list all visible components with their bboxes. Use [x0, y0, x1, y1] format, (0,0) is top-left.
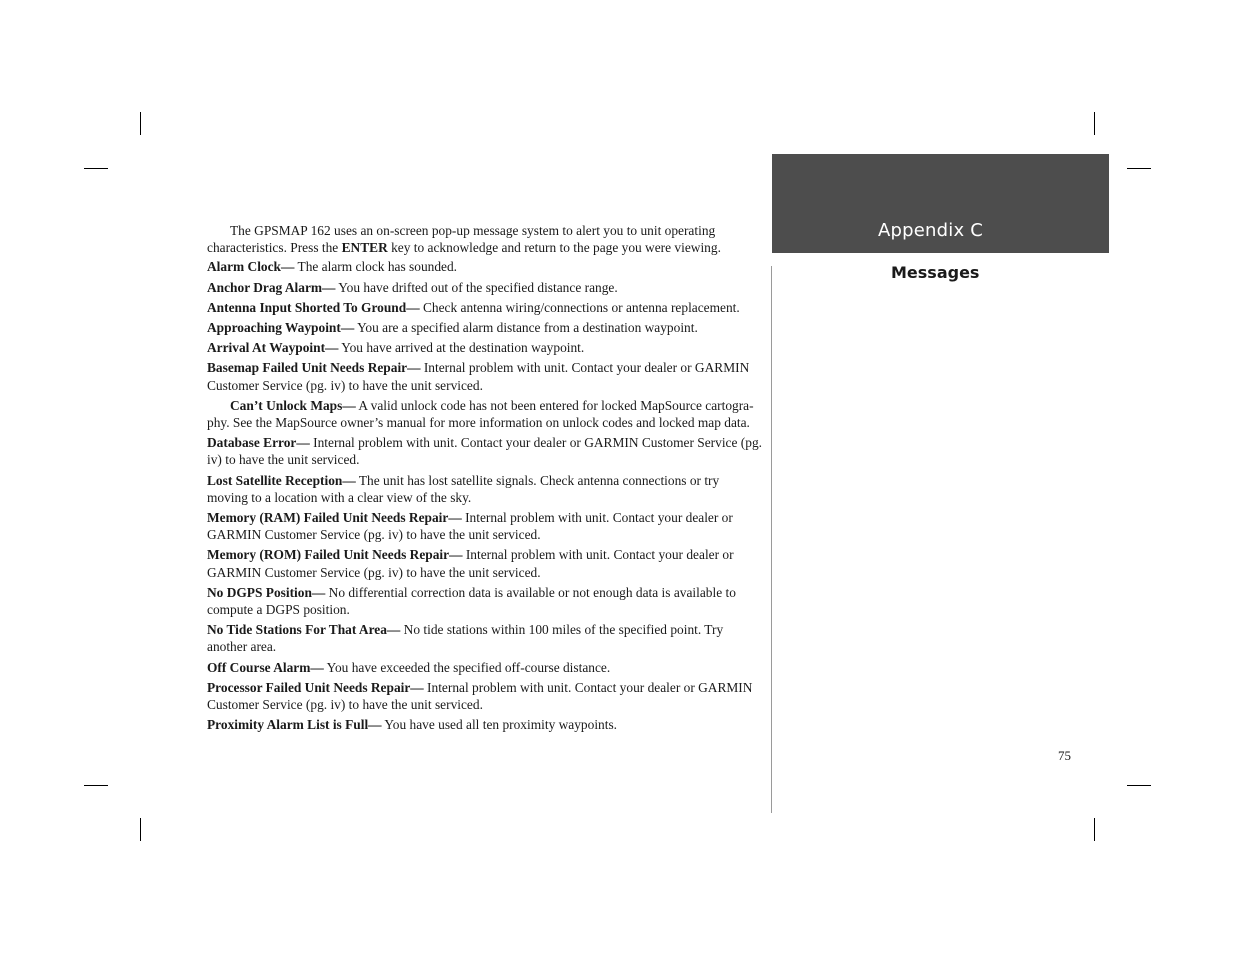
message-description: The alarm clock has sounded.	[294, 259, 458, 275]
message-entry	[207, 359, 763, 393]
message-entry	[207, 584, 763, 618]
message-description: No tide stations within 100 miles of the specified point. Try another area.	[207, 622, 724, 655]
message-entry	[207, 319, 763, 336]
intro-text-before: The GPSMAP 162 uses an on-screen pop-up message system to alert you to unit operating characteristics. Press the	[207, 223, 716, 256]
message-description: You have exceeded the specified off-course distance.	[323, 659, 611, 675]
enter-key-label: ENTER	[341, 240, 388, 256]
page-number: 75	[1058, 748, 1071, 763]
message-term: Anchor Drag Alarm—	[207, 279, 336, 295]
message-entry	[207, 621, 763, 655]
crop-mark-bottom-right-vertical	[1094, 818, 1095, 841]
message-term: Memory (RAM) Failed Unit Needs Repair—	[207, 510, 462, 526]
message-description: Internal problem with unit. Contact your dealer or GARMIN Customer Service (pg. iv) to have the unit serviced.	[207, 360, 750, 393]
message-term: No DGPS Position—	[207, 584, 326, 600]
message-term: Basemap Failed Unit Needs Repair—	[207, 360, 421, 376]
message-entry	[207, 397, 763, 431]
crop-mark-top-right-horizontal	[1127, 168, 1151, 169]
section-title: Messages	[891, 263, 980, 282]
crop-mark-bottom-right-horizontal	[1127, 785, 1151, 786]
message-entry	[207, 299, 763, 316]
message-term: Database Error—	[207, 435, 310, 451]
message-term: Arrival At Waypoint—	[207, 340, 339, 356]
message-description: Internal problem with unit. Contact your dealer or GARMIN Customer Service (pg. iv) to have the unit serviced.	[207, 435, 762, 468]
message-description: You have used all ten proximity waypoints.	[381, 717, 618, 733]
message-entry	[207, 659, 763, 676]
message-term: Memory (ROM) Failed Unit Needs Repair—	[207, 547, 463, 563]
message-entry	[207, 546, 763, 580]
message-description: A valid unlock code has not been entered for locked MapSource cartogra-phy. See the MapSource owner’s manual for more information on unlock codes and locked map data.	[207, 397, 754, 431]
message-entry	[207, 509, 763, 543]
message-description: Internal problem with unit. Contact your dealer or GARMIN Customer Service (pg. iv) to have the unit serviced.	[207, 510, 733, 543]
message-entry	[207, 339, 763, 356]
message-description: You have drifted out of the specified distance range.	[335, 279, 618, 295]
message-term: Proximity Alarm List is Full—	[207, 717, 382, 733]
crop-mark-top-left-vertical	[140, 112, 141, 135]
message-term: Alarm Clock—	[207, 259, 295, 275]
message-term: Approaching Waypoint—	[207, 320, 355, 336]
message-description: You have arrived at the destination waypoint.	[338, 340, 585, 356]
crop-mark-top-left-horizontal	[84, 168, 108, 169]
message-entry	[207, 472, 763, 506]
message-entry	[207, 434, 763, 468]
crop-mark-bottom-left-vertical	[140, 818, 141, 841]
crop-mark-bottom-left-horizontal	[84, 785, 108, 786]
message-entry	[207, 716, 763, 733]
message-description: You are a specified alarm distance from a destination waypoint.	[354, 320, 698, 336]
message-entry	[207, 279, 763, 296]
message-term: Lost Satellite Reception—	[207, 472, 356, 488]
message-term: Can’t Unlock Maps—	[230, 397, 356, 413]
message-description: The unit has lost satellite signals. Check antenna connections or try moving to a location with a clear view of the sky.	[207, 472, 720, 505]
message-term: Off Course Alarm—	[207, 659, 324, 675]
intro-text-after: key to acknowledge and return to the page you were viewing.	[387, 240, 721, 256]
column-divider	[771, 266, 772, 813]
message-list-content	[207, 222, 763, 736]
message-description: Internal problem with unit. Contact your dealer or GARMIN Customer Service (pg. iv) to have the unit serviced.	[207, 679, 753, 713]
intro-paragraph	[207, 222, 763, 256]
crop-mark-top-right-vertical	[1094, 112, 1095, 135]
message-description: Internal problem with unit. Contact your dealer or GARMIN Customer Service (pg. iv) to have the unit serviced.	[207, 547, 734, 580]
message-term: Antenna Input Shorted To Ground—	[207, 299, 420, 315]
appendix-label: Appendix C	[878, 220, 984, 241]
message-term: No Tide Stations For That Area—	[207, 622, 401, 638]
message-entry	[207, 679, 763, 713]
message-entry	[207, 258, 763, 275]
message-term: Processor Failed Unit Needs Repair—	[207, 679, 424, 695]
message-description: No differential correction data is available or not enough data is available to compute a DGPS position.	[207, 584, 736, 618]
message-description: Check antenna wiring/connections or antenna replacement.	[419, 299, 740, 315]
